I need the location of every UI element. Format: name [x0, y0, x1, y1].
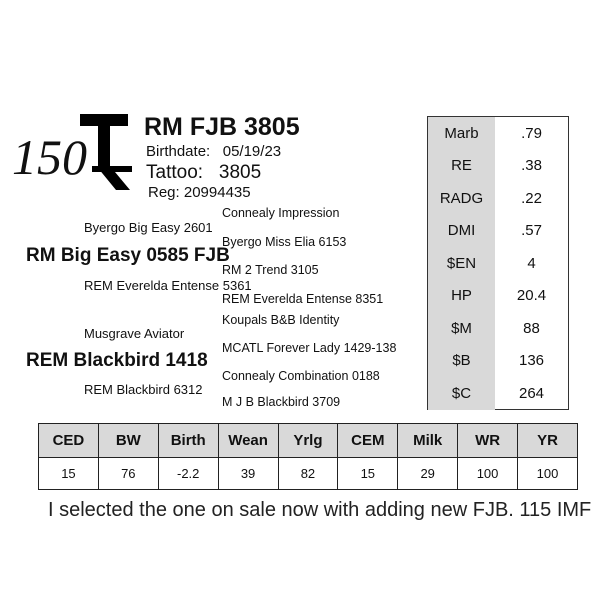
epd-header-wr: WR: [458, 424, 518, 458]
epd-table: [38, 423, 578, 490]
index-value: .79: [521, 124, 542, 142]
birthdate-value: 05/19/23: [222, 143, 282, 160]
index-row-c: [428, 377, 568, 410]
brand-mark-icon: [70, 108, 150, 198]
index-label: $EN: [428, 247, 495, 280]
index-label: $M: [428, 312, 495, 345]
epd-value-yrlg: 82: [278, 458, 338, 490]
pedigree-sire-sire: Byergo Big Easy 2601: [84, 220, 213, 235]
index-value: 88: [523, 319, 540, 337]
epd-header-wean: Wean: [218, 424, 278, 458]
pedigree-dd-sire: Connealy Combination 0188: [222, 369, 380, 383]
index-value: .22: [521, 189, 542, 207]
notes-text-cut: [0, 499, 600, 521]
index-row-re: [428, 150, 568, 183]
pedigree-dam: REM Blackbird 1418: [26, 350, 208, 371]
index-row-en: [428, 247, 568, 280]
epd-value-yr: 100: [518, 458, 578, 490]
notes-text: I selected the one on sale now with adding new FJB. 115 IMF: [48, 499, 592, 521]
epd-value-birth: -2.2: [158, 458, 218, 490]
epd-value-cem: 15: [338, 458, 398, 490]
index-label: RADG: [428, 182, 495, 215]
epd-header-ced: CED: [39, 424, 99, 458]
index-label: $B: [428, 345, 495, 378]
epd-value-wean: 39: [218, 458, 278, 490]
birthdate-label: Birthdate:: [146, 143, 211, 160]
pedigree-ds-dam: MCATL Forever Lady 1429-138: [222, 341, 397, 355]
epd-value-wr: 100: [458, 458, 518, 490]
index-value: 4: [527, 254, 536, 272]
index-value: 136: [518, 352, 545, 370]
index-value: 264: [518, 384, 545, 402]
reg-line: [148, 184, 251, 201]
index-label: HP: [428, 280, 495, 313]
pedigree-dd-dam: M J B Blackbird 3709: [222, 395, 341, 409]
epd-header-row: [39, 424, 578, 458]
epd-value-bw: 76: [98, 458, 158, 490]
animal-name: RM FJB 3805: [144, 113, 300, 141]
pedigree-sire: RM Big Easy 0585 FJB: [26, 245, 230, 266]
birthdate-line: [146, 143, 281, 160]
index-value: .57: [521, 222, 542, 240]
pedigree-sd-dam: REM Everelda Entense 8351: [222, 292, 384, 306]
index-label: RE: [428, 150, 495, 183]
pedigree-dam-sire: Musgrave Aviator: [84, 326, 185, 341]
pedigree-sire-dam: REM Everelda Entense 5361: [84, 278, 252, 293]
index-label: DMI: [428, 215, 495, 248]
epd-value-row: [39, 458, 578, 490]
index-label: Marb: [428, 117, 495, 150]
tattoo-label: Tattoo:: [146, 162, 204, 183]
index-value: .38: [521, 157, 542, 175]
pedigree-ss-dam: Byergo Miss Elia 6153: [222, 235, 347, 249]
pedigree-dam-dam: REM Blackbird 6312: [84, 382, 203, 397]
index-row-marb: [428, 117, 568, 150]
lot-number: 150: [12, 129, 87, 185]
index-row-radg: [428, 182, 568, 215]
tattoo-value: 3805: [218, 162, 262, 183]
epd-value-milk: 29: [398, 458, 458, 490]
epd-header-cem: CEM: [338, 424, 398, 458]
epd-header-yrlg: Yrlg: [278, 424, 338, 458]
pedigree-ss-sire: Connealy Impression: [222, 206, 340, 220]
index-label: $C: [428, 377, 495, 410]
index-row-b: [428, 345, 568, 378]
pedigree-ds-sire: Koupals B&B Identity: [222, 313, 340, 327]
index-row-m: [428, 312, 568, 345]
pedigree-sd-sire: RM 2 Trend 3105: [222, 263, 319, 277]
index-row-dmi: [428, 215, 568, 248]
epd-header-milk: Milk: [398, 424, 458, 458]
reg-label: Reg:: [148, 184, 180, 201]
epd-header-bw: BW: [98, 424, 158, 458]
reg-value: 20994435: [183, 184, 251, 201]
index-value: 20.4: [516, 287, 547, 305]
epd-value-ced: 15: [39, 458, 99, 490]
index-row-hp: [428, 280, 568, 313]
index-panel: [427, 116, 569, 410]
tattoo-line: [146, 162, 261, 184]
epd-header-birth: Birth: [158, 424, 218, 458]
epd-header-yr: YR: [518, 424, 578, 458]
